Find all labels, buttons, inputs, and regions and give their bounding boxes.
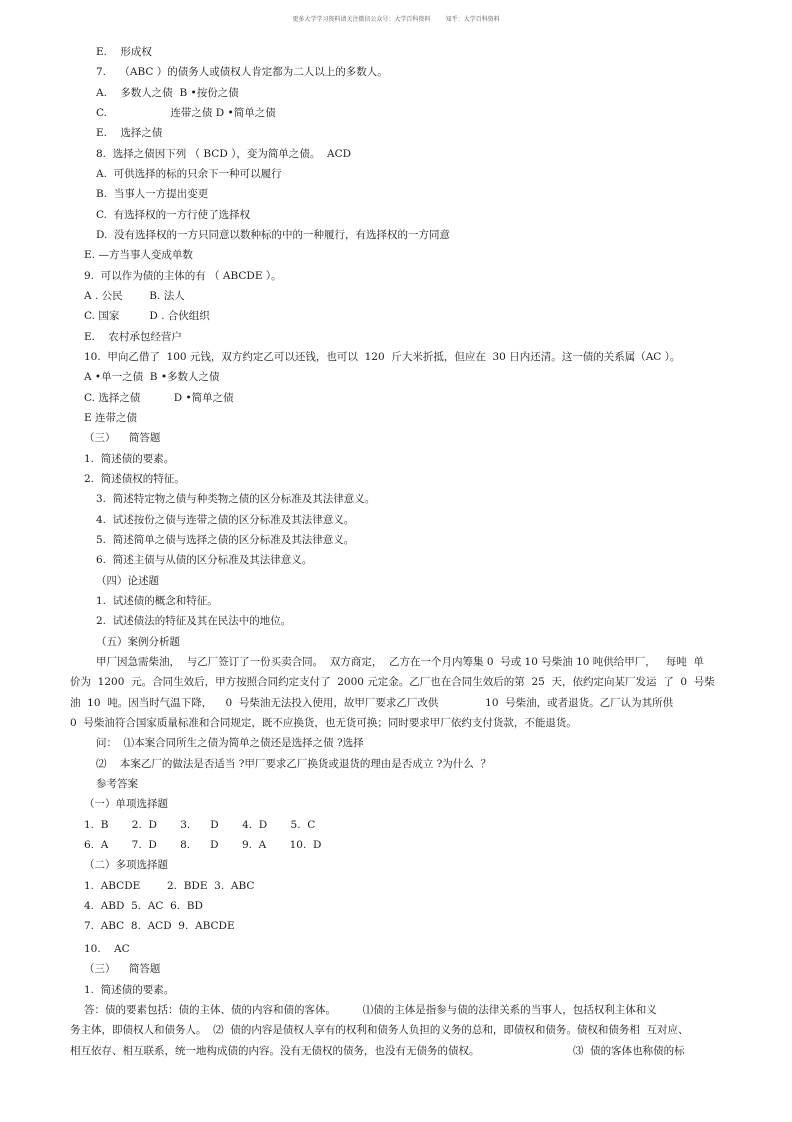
answer-row: 4. ABD 5. AC 6. BD: [84, 900, 203, 912]
text-line: A •单一之债 B •多数人之债: [84, 371, 220, 383]
text-line: C. 国家 D . 合伙组织: [84, 310, 210, 322]
section-heading: （四）论述题: [96, 575, 159, 587]
text-line: A . 公民 B. 法人: [84, 290, 185, 302]
paragraph-line: 0 号柴油符合国家质量标准和合同规定，既不应换货，也无货可换；同时要求甲厂依约支付货款，不能退货。: [70, 717, 577, 729]
section-heading: （二）多项选择题: [84, 859, 168, 871]
section-heading: 参考答案: [96, 778, 138, 790]
text-line: 5. 简述简单之债与选择之债的区分标准及其法律意义。: [96, 534, 355, 546]
text-line: 10. 甲向乙借了 100 元钱，双方约定乙可以还钱，也可以 120 斤大米折抵，但应在 30 日内还清。这一债的关系属（AC ）。: [84, 351, 681, 363]
section-heading: （五）案例分析题: [96, 636, 180, 648]
answer-row: 7. ABC 8. ACD 9. ABCDE: [84, 920, 235, 932]
text-line: ⑵ 本案乙厂的做法是否适当 ?甲厂要求乙厂换货或退货的理由是否成立 ?为什么 ？: [96, 758, 491, 770]
text-line: A. 多数人之债 B •按份之债: [96, 87, 239, 99]
text-line: 问： ⑴本案合同所生之债为简单之债还是选择之债 ?选择: [96, 737, 364, 749]
paragraph-line: 务主体，即债权人和债务人。 ⑵ 债的内容是债权人享有的权利和债务人负担的义务的总和，即债权和债务。债权和债务相 互对应、: [70, 1024, 689, 1036]
section-heading: （三） 简答题: [84, 432, 161, 444]
text-line: C. 选择之债 D •简单之债: [84, 392, 234, 404]
section-heading: （一）单项选择题: [84, 798, 168, 810]
text-line: A. 可供选择的标的只余下一种可以履行: [96, 168, 282, 180]
text-line: E 连带之债: [84, 412, 138, 424]
text-line: 6. 简述主债与从债的区分标准及其法律意义。: [96, 554, 313, 566]
text-line: C. 有选择权的一方行使了选择权: [96, 209, 251, 221]
text-line: 2. 试述债法的特征及其在民法中的地位。: [96, 615, 292, 627]
text-line: D. 没有选择权的一方只同意以数种标的中的一种履行，有选择权的一方同意: [96, 229, 451, 241]
paragraph-line: 答：债的要素包括：债的主体、债的内容和债的客体。 ⑴债的主体是指参与债的法律关系的当事人，包括权利主体和义: [84, 1004, 657, 1016]
text-line: E. 选择之债: [96, 127, 163, 139]
text-line: 1. 试述债的概念和特征。: [96, 595, 218, 607]
text-line: E. 形成权: [96, 46, 152, 58]
text-line: 2. 简述债权的特征。: [84, 473, 185, 485]
text-line: 3. 简述特定物之债与种类物之债的区分标准及其法律意义。: [96, 493, 376, 505]
text-line: 1. 简述债的要素。: [84, 984, 175, 996]
text-line: B. 当事人一方提出变更: [96, 188, 209, 200]
section-heading: （三） 简答题: [84, 963, 161, 975]
text-line: 1. 简述债的要素。: [84, 453, 175, 465]
answer-row: 1. ABCDE 2. BDE 3. ABC: [84, 880, 255, 892]
text-line: 4. 试述按份之债与连带之债的区分标准及其法律意义。: [96, 514, 355, 526]
paragraph-line: 油 10 吨。因当时气温下降， 0 号柴油无法投入使用，故甲厂要求乙厂改供 10 号柴油，或者退货。乙厂认为其所供: [70, 697, 674, 709]
text-line: C. 连带之债 D •简单之债: [96, 107, 276, 119]
paragraph-line: 甲厂因急需柴油， 与乙厂签订了一份买卖合同。 双方商定， 乙方在一个月内筹集 0 号或 10 号柴油 10 吨供给甲厂， 每吨 单: [96, 656, 704, 668]
paragraph-line: 相互依存、相互联系，统一地构成债的内容。没有无债权的债务，也没有无债务的债权。 ⑶ 债的客体也称债的标: [70, 1045, 685, 1057]
text-line: 9. 可以作为债的主体的有 （ ABCDE ）。: [84, 270, 282, 282]
text-line: 7. （ABC ）的债务人或债权人肯定都为二人以上的多数人。: [96, 66, 388, 78]
answer-row: 6. A 7. D 8. D 9. A 10. D: [84, 839, 322, 851]
text-line: 8. 选择之债因下列 （ BCD ），变为简单之债。 ACD: [96, 148, 352, 160]
text-line: E. 农村承包经营户: [84, 331, 182, 343]
paragraph-line: 价为 1200 元。合同生效后，甲方按照合同约定支付了 2000 元定金。乙厂也在合同生效后的第 25 天，依约定向某厂发运 了 0 号柴: [70, 676, 715, 688]
text-line: E. —方当事人变成单数: [84, 249, 193, 261]
answer-row: 1. B 2. D 3. D 4. D 5. C: [84, 819, 316, 831]
answer-row: 10. AC: [84, 943, 130, 955]
page-header: 更多大学学习资料请关注微信公众号：大学百科资料 知乎：大学百科资料: [292, 16, 500, 23]
